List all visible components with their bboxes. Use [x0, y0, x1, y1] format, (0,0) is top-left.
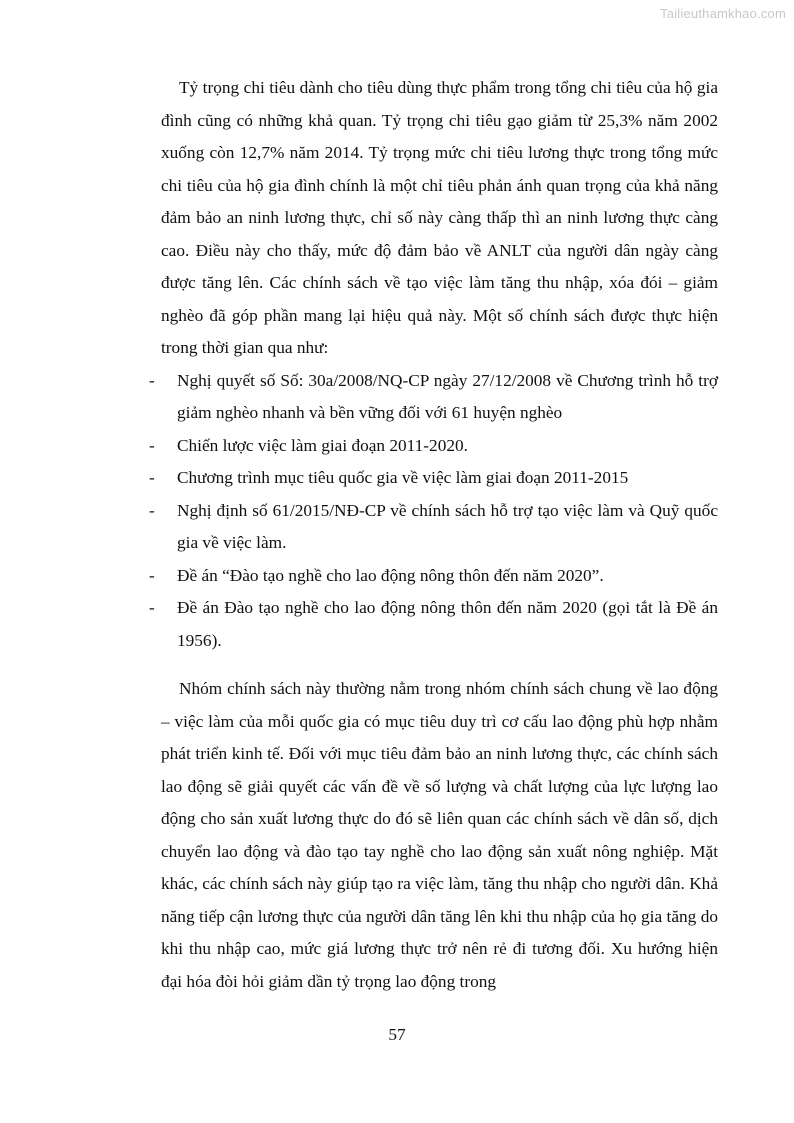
paragraph-gap — [161, 657, 718, 673]
list-item-text: Chương trình mục tiêu quốc gia về việc làm giai đoạn 2011-2015 — [177, 468, 629, 487]
paragraph-2: Nhóm chính sách này thường nằm trong nhóm chính sách chung về lao động – việc làm của mỗi quốc gia có mục tiêu duy trì cơ cấu lao động phù hợp nhằm phát triển kinh tế. Đối với mục tiêu đảm bảo an ninh lương thực, các chính sách lao động sẽ giải quyết các vấn đề về số lượng và chất lượng của lực lượng lao động cho sản xuất lương thực do đó sẽ liên quan các chính sách về dân số, dịch chuyển lao động và đào tạo tay nghề cho lao động sản xuất nông nghiệp. Mặt khác, các chính sách này giúp tạo ra việc làm, tăng thu nhập cho người dân. Khả năng tiếp cận lương thực của người dân tăng lên khi thu nhập của họ gia tăng do khi thu nhập cao, mức giá lương thực trở nên rẻ đi tương đối. Xu hướng hiện đại hóa đòi hỏi giảm dần tỷ trọng lao động trong — [161, 679, 718, 991]
list-item — [149, 495, 718, 560]
list-item — [149, 462, 718, 495]
list-item-text: Nghị quyết số Số: 30a/2008/NQ-CP ngày 27/12/2008 về Chương trình hỗ trợ giảm nghèo nhanh và bền vững đối với 61 huyện nghèo — [177, 370, 718, 422]
list-item — [149, 592, 718, 657]
list-item-text: Đề án Đào tạo nghề cho lao động nông thôn đến năm 2020 (gọi tắt là Đề án 1956). — [177, 598, 718, 650]
list-item-text: Đề án “Đào tạo nghề cho lao động nông thôn đến năm 2020”. — [177, 565, 604, 585]
list-item-text: Nghị định số 61/2015/NĐ-CP về chính sách hỗ trợ tạo việc làm và Quỹ quốc gia về việc làm. — [177, 500, 718, 552]
list-bullet: - — [149, 468, 155, 487]
list-bullet: - — [149, 435, 155, 455]
list-item — [149, 430, 718, 463]
list-bullet: - — [149, 565, 155, 585]
list-bullet: - — [149, 598, 155, 617]
list-item-text: Chiến lược việc làm giai đoạn 2011-2020. — [177, 435, 468, 455]
watermark: Tailieuthamkhao.com — [660, 6, 786, 21]
list-bullet: - — [149, 370, 155, 390]
list-bullet: - — [149, 500, 155, 520]
page-number: 57 — [388, 1025, 406, 1044]
list-item — [149, 365, 718, 430]
paragraph-1: Tỷ trọng chi tiêu dành cho tiêu dùng thực phẩm trong tổng chi tiêu của hộ gia đình cũng có những khả quan. Tỷ trọng chi tiêu gạo giảm từ 25,3% năm 2002 xuống còn 12,7% năm 2014. Tỷ trọng mức chi tiêu lương thực trong tổng mức chi tiêu của hộ gia đình chính là một chỉ tiêu phản ánh quan trọng của khả năng đảm bảo an ninh lương thực, chỉ số này càng thấp thì an ninh lương thực càng cao. Điều này cho thấy, mức độ đảm bảo về ANLT của người dân ngày càng được tăng lên. Các chính sách về tạo việc làm tăng thu nhập, xóa đói – giảm nghèo đã góp phần mang lại hiệu quả này. Một số chính sách được thực hiện trong thời gian qua như: — [161, 78, 718, 357]
document-body — [149, 72, 718, 998]
list-item — [149, 560, 718, 593]
policy-list — [149, 365, 718, 658]
